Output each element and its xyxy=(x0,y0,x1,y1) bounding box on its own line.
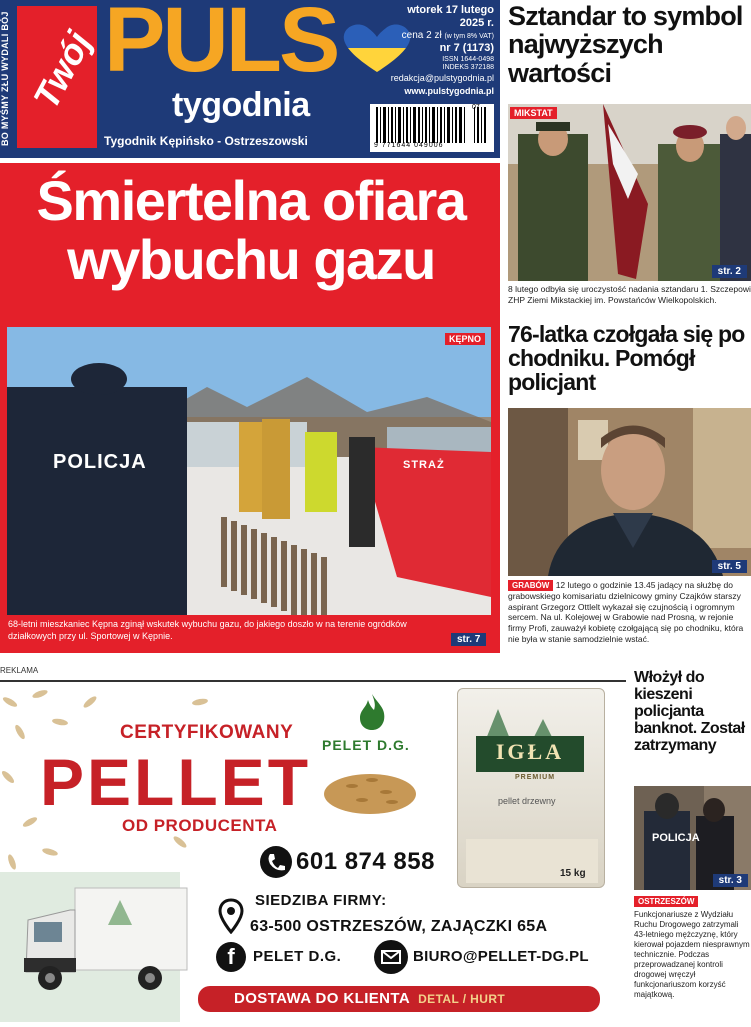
issue-info xyxy=(398,4,494,72)
sztandar-page-ref[interactable]: str. 2 xyxy=(712,265,747,278)
main-caption: 68-letni mieszkaniec Kępna zginął wskutek wybuchu gazu, do jakiego doszło w na terenie ogródków działkowych przy ul. Sportowej w Kępnie. xyxy=(8,619,407,641)
issue-price-vat: (w tym 8% VAT) xyxy=(444,33,494,41)
straz-tent-label: STRAŻ xyxy=(403,459,445,471)
phone-glyph xyxy=(260,846,292,878)
sztandar-caption: 8 lutego odbyła się uroczystość nadania sztandaru 1. Szczepowi ZHP Ziemi Mikstackiej im. Powstańców Wielkopolskich. xyxy=(508,284,751,305)
phone-icon xyxy=(260,846,292,878)
ad-label: REKLAMA xyxy=(0,666,39,675)
puls-logo: PULS xyxy=(104,0,338,91)
seventy-six-page-ref[interactable]: str. 5 xyxy=(712,560,747,573)
wlozyl-page-ref[interactable]: str. 3 xyxy=(713,874,748,887)
ad-pellet: PELLET xyxy=(40,745,312,819)
ostrzeszow-tag: OSTRZESZÓW xyxy=(634,896,698,907)
website-link[interactable]: www.pulstygodnia.pl xyxy=(404,85,494,96)
main-page-ref[interactable]: str. 7 xyxy=(451,633,486,646)
mikstat-tag: MIKSTAT xyxy=(510,107,557,119)
policja-vest-label: POLICJA xyxy=(53,451,147,473)
bag-desc: pellet drzewny xyxy=(498,796,556,806)
grabow-text: 12 lutego o godzinie 13.45 jadący na służbę do grabowskiego komisariatu dzielnicowy gminy Czajków starszy aspirant Grzegorz Ottlelt wykazał się czujnością i ogromnym sercem. Na ul. Kolejowej w Grabowie nad Prosną, w rejonie firmy Profi, zauważył kobietę czołgającą się po chodniku, która nie była w stanie samodzielnie wstać. xyxy=(508,580,744,644)
barcode-top-number: 07 xyxy=(472,104,480,111)
ad-delivery-banner xyxy=(198,986,600,1012)
twoj-logo-text: Twój xyxy=(25,24,100,116)
wlozyl-policja-label: POLICJA xyxy=(652,832,700,844)
ad-brand: PELET D.G. xyxy=(322,737,410,753)
email-link[interactable]: redakcja@pulstygodnia.pl xyxy=(390,73,494,83)
main-headline[interactable]: Śmiertelna ofiara wybuchu gazu xyxy=(36,169,466,291)
ad-phone[interactable]: 601 874 858 xyxy=(296,848,435,875)
mail-icon[interactable] xyxy=(374,940,408,974)
grabow-article-text xyxy=(508,580,751,644)
ad-certified: CERTYFIKOWANY xyxy=(120,722,294,743)
kepno-tag: KĘPNO xyxy=(445,333,485,345)
flame-logo-icon xyxy=(354,692,390,732)
barcode-number: 9 771644 049006 xyxy=(374,142,444,149)
pellet-pile-icon xyxy=(322,756,418,816)
mail-glyph xyxy=(374,940,408,974)
masthead-subtitle: Tygodnik Kępińsko - Ostrzeszowski xyxy=(104,134,308,148)
sztandar-headline[interactable]: Sztandar to symbol najwyższych wartości xyxy=(508,1,743,88)
wlozyl-photo xyxy=(634,786,751,890)
ad-facebook[interactable]: PELET D.G. xyxy=(253,948,342,965)
twoj-logo-box xyxy=(17,6,100,148)
sztandar-scene xyxy=(508,104,751,281)
grabow-tag: GRABÓW xyxy=(508,580,553,591)
seventy-six-headline[interactable]: 76-latka czołgała się po chodniku. Pomógł policjant xyxy=(508,321,745,396)
issue-date: wtorek 17 lutego 2025 r. xyxy=(407,4,494,30)
wlozyl-headline[interactable]: Włożył do kieszeni policjanta banknot. Został zatrzymany xyxy=(634,669,745,754)
ad-delivery: DOSTAWA DO KLIENTA xyxy=(234,990,411,1007)
sztandar-photo xyxy=(508,104,751,281)
bag-weight: 15 kg xyxy=(560,868,586,879)
barcode xyxy=(370,104,494,152)
truck-icon xyxy=(20,880,190,1000)
indeks: INDEKS 372188 xyxy=(442,63,494,71)
main-photo xyxy=(7,327,491,615)
ad-producer: OD PRODUCENTA xyxy=(122,816,278,835)
side-slogan: BO MYŚMY ZŁU WYDALI BÓJ xyxy=(0,0,16,158)
logo-subtitle: tygodnia xyxy=(172,86,310,124)
issue-number: nr 7 (1173) xyxy=(439,42,494,55)
pellet-bag xyxy=(457,688,605,888)
issn: ISSN 1644-0498 xyxy=(442,55,494,63)
ad-email[interactable]: BIURO@PELLET-DG.PL xyxy=(413,948,589,965)
bag-brand: IGŁA xyxy=(476,736,584,772)
bag-sub: PREMIUM xyxy=(515,774,556,781)
bag-scene xyxy=(458,689,605,888)
location-pin-icon xyxy=(218,898,244,934)
wlozyl-text: Funkcjonariusze z Wydziału Ruchu Drogowego zatrzymali 43-letniego mężczyznę, który kierował pojazdem niesprawnym technicznie. Podczas przeprowadzanej kontroli drogowej wręczył funkcjonariuszom korzyść majątkową. xyxy=(634,910,750,999)
contact-info xyxy=(384,72,494,97)
ad-address: 63-500 OSTRZESZÓW, ZAJĄCZKI 65A xyxy=(250,918,548,935)
issue-price: cena 2 zł xyxy=(401,30,442,42)
facebook-icon[interactable]: f xyxy=(216,942,246,972)
ad-delivery-types: DETAL / HURT xyxy=(418,992,506,1006)
policeman-scene xyxy=(508,408,751,576)
ad-hq-label: SIEDZIBA FIRMY: xyxy=(255,892,387,909)
policeman-photo xyxy=(508,408,751,576)
